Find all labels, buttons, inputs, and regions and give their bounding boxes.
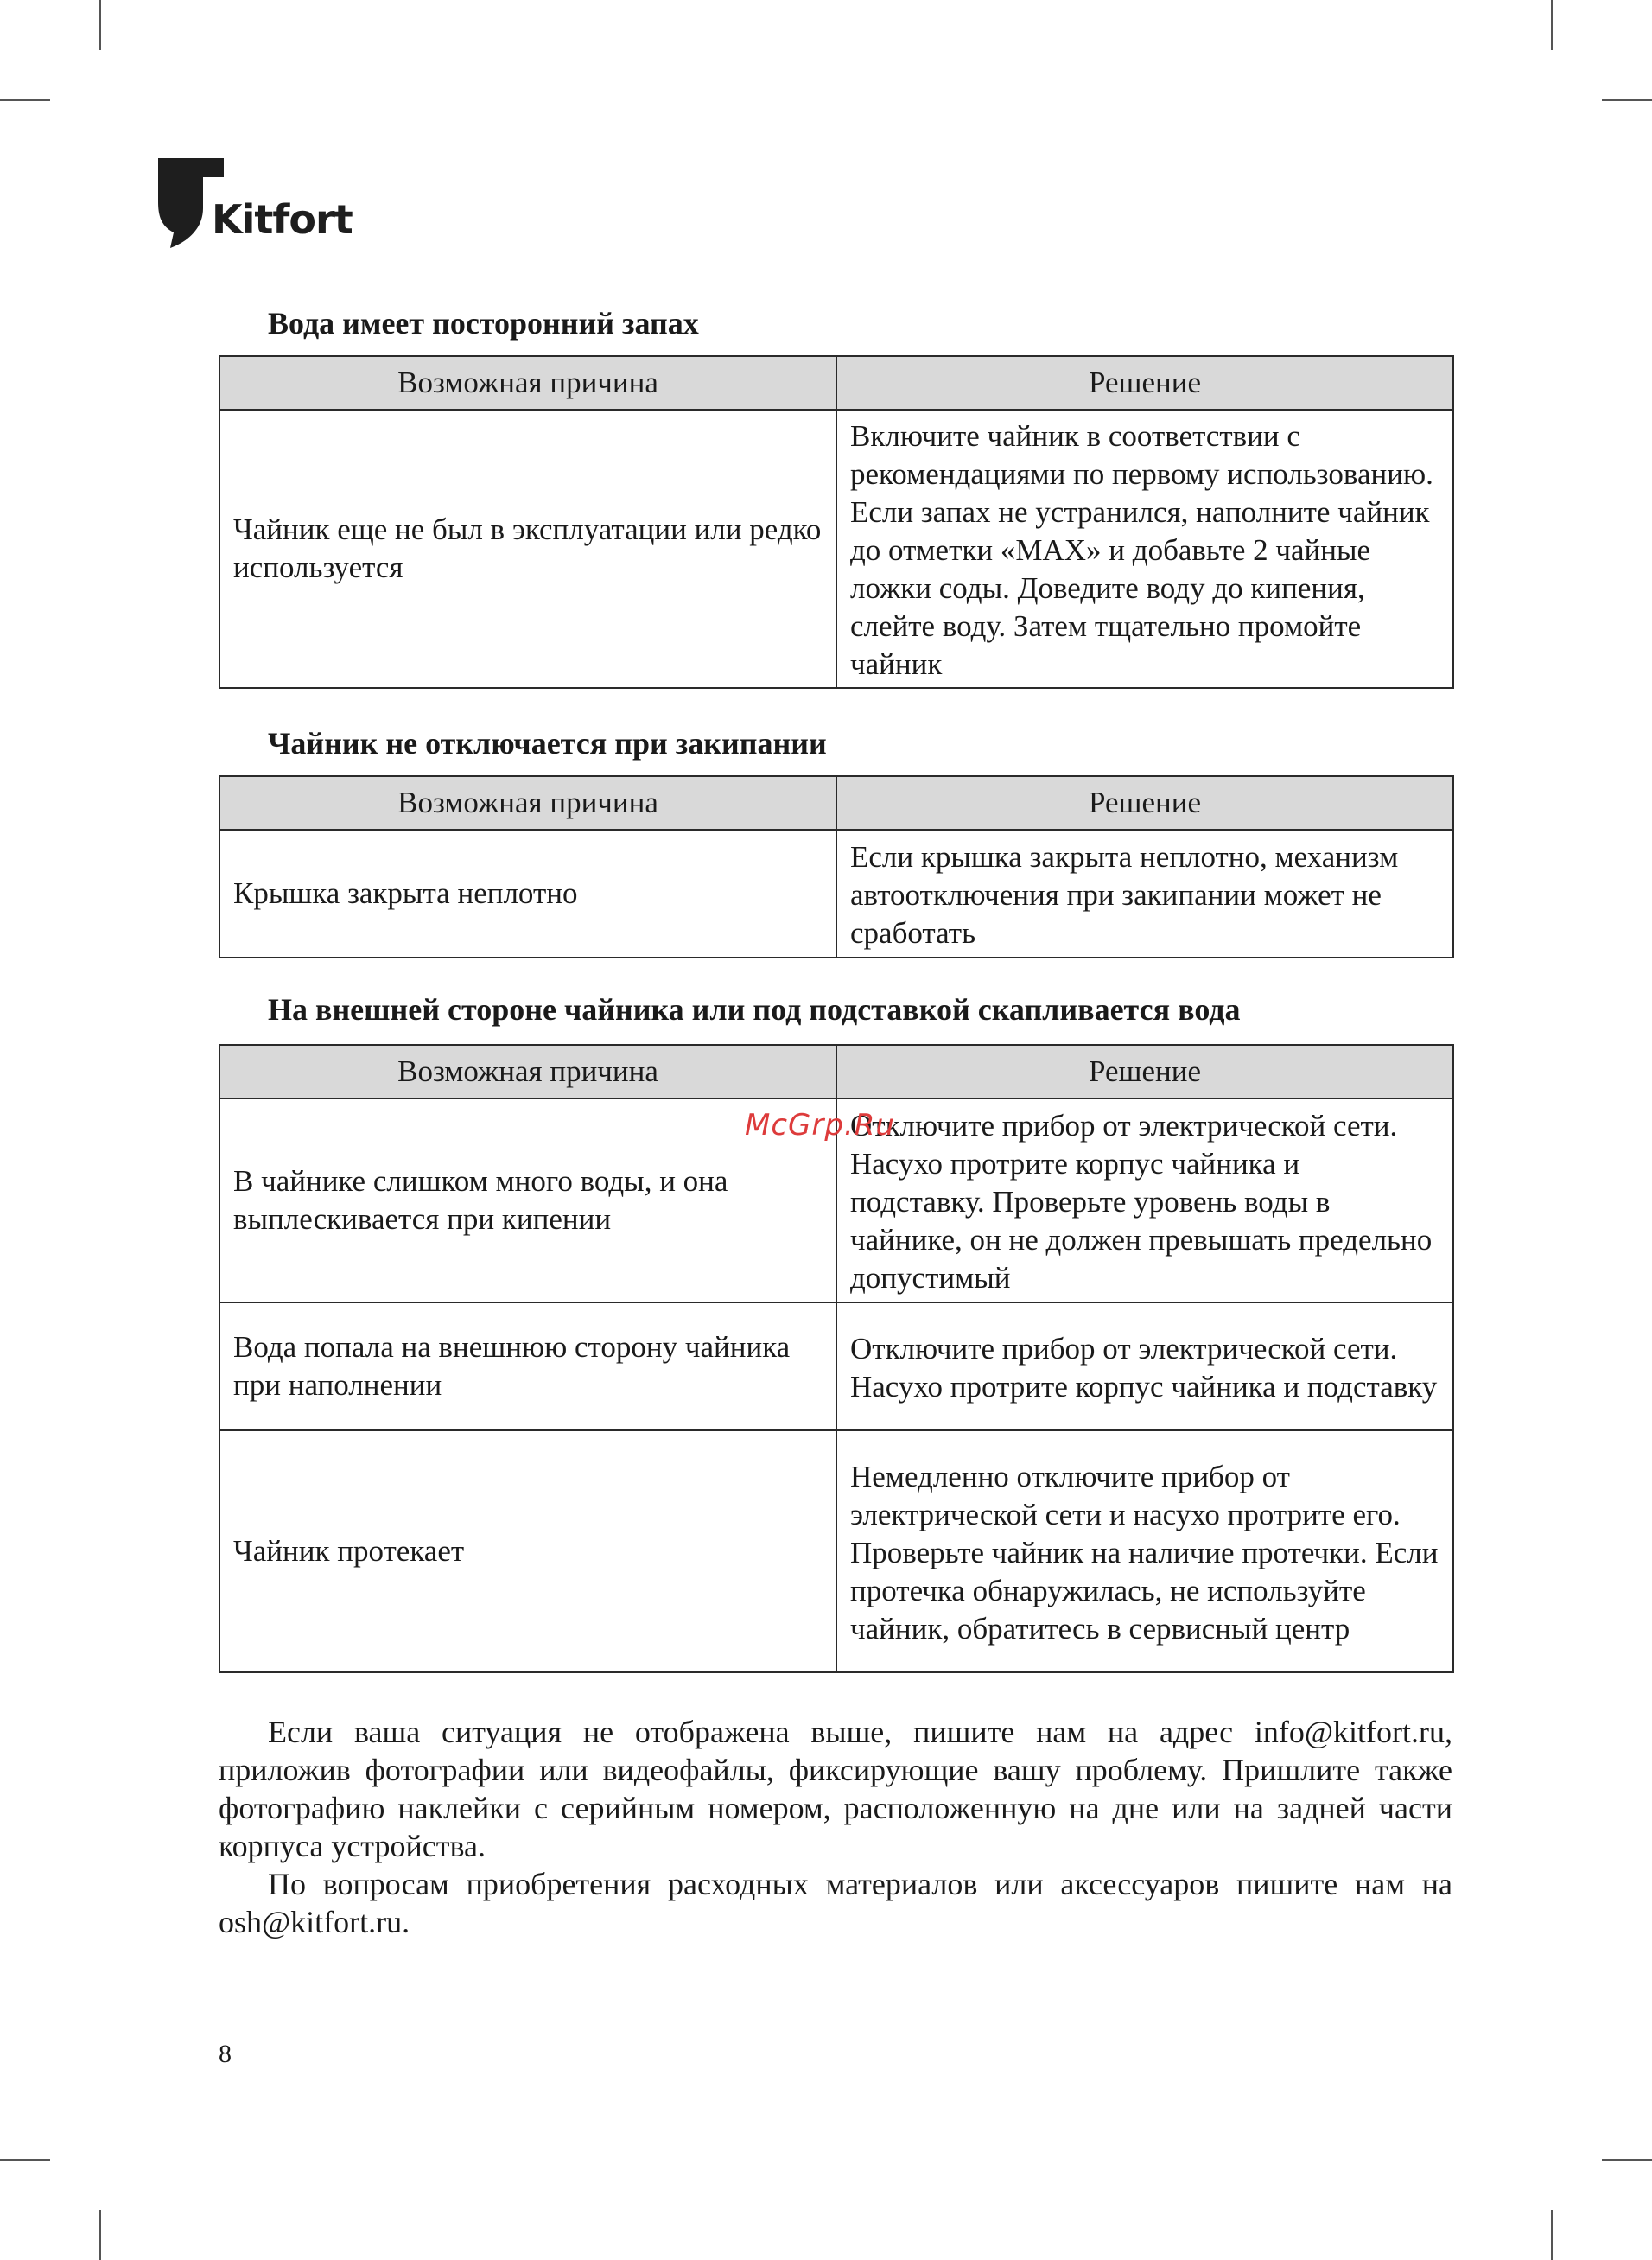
solution-cell: Включите чайник в соответствии с рекомендациями по первому использованию. Если запах не устранился, наполните чайник до отметки «MAX» и добавьте 2 чайные ложки соды. Доведите воду до кипения, слейте воду. Затем тщательно промойте чайник bbox=[836, 410, 1453, 688]
table-row bbox=[219, 410, 1453, 688]
page-number: 8 bbox=[219, 2040, 232, 2068]
column-header-solution: Решение bbox=[836, 356, 1453, 410]
solution-cell: Отключите прибор от электрической сети. Насухо протрите корпус чайника и подставку. Проверьте уровень воды в чайнике, он не должен превышать предельно допустимый bbox=[836, 1098, 1453, 1302]
cause-cell: Чайник протекает bbox=[219, 1430, 836, 1672]
crop-mark bbox=[1602, 99, 1652, 101]
watermark: McGrp.Ru bbox=[745, 1108, 895, 1143]
footer-text bbox=[219, 1713, 1452, 1941]
crop-mark bbox=[0, 2159, 50, 2161]
crop-mark bbox=[1602, 2159, 1652, 2161]
cause-cell: Чайник еще не был в эксплуатации или редко используется bbox=[219, 410, 836, 688]
column-header-solution: Решение bbox=[836, 776, 1453, 830]
troubleshooting-table bbox=[219, 775, 1454, 958]
crop-mark bbox=[0, 99, 50, 101]
accessories-paragraph: По вопросам приобретения расходных материалов или аксессуаров пишите нам на osh@kitfort.ru. bbox=[219, 1867, 1452, 1939]
table-header-row bbox=[219, 776, 1453, 830]
solution-cell: Немедленно отключите прибор от электрической сети и насухо протрите его. Проверьте чайник на наличие протечки. Если протечка обнаружилась, не используйте чайник, обратитесь в сервисный центр bbox=[836, 1430, 1453, 1672]
cause-cell: В чайнике слишком много воды, и она выплескивается при кипении bbox=[219, 1098, 836, 1302]
table-row bbox=[219, 830, 1453, 958]
section-title: Вода имеет посторонний запах bbox=[268, 306, 699, 341]
column-header-cause: Возможная причина bbox=[219, 776, 836, 830]
kitfort-logo bbox=[158, 158, 357, 253]
column-header-cause: Возможная причина bbox=[219, 1045, 836, 1098]
section-title: На внешней стороне чайника или под подставкой скапливается вода bbox=[268, 992, 1241, 1027]
table-header-row bbox=[219, 1045, 1453, 1098]
contact-paragraph: Если ваша ситуация не отображена выше, пишите нам на адрес info@kitfort.ru, приложив фотографии или видеофайлы, фиксирующие вашу проблему. Пришлите также фотографию наклейки с серийным номером, расположенную на дне или на задней части корпуса устройства. bbox=[219, 1715, 1452, 1863]
table-row bbox=[219, 1302, 1453, 1430]
solution-cell: Если крышка закрыта неплотно, механизм автоотключения при закипании может не сработать bbox=[836, 830, 1453, 958]
troubleshooting-table bbox=[219, 355, 1454, 689]
solution-cell: Отключите прибор от электрической сети. Насухо протрите корпус чайника и подставку bbox=[836, 1302, 1453, 1430]
crop-mark bbox=[1551, 2210, 1553, 2260]
cause-cell: Крышка закрыта неплотно bbox=[219, 830, 836, 958]
column-header-solution: Решение bbox=[836, 1045, 1453, 1098]
table-header-row bbox=[219, 356, 1453, 410]
column-header-cause: Возможная причина bbox=[219, 356, 836, 410]
table-row bbox=[219, 1430, 1453, 1672]
crop-mark bbox=[1551, 0, 1553, 50]
section-title: Чайник не отключается при закипании bbox=[268, 726, 827, 761]
cause-cell: Вода попала на внешнюю сторону чайника при наполнении bbox=[219, 1302, 836, 1430]
crop-mark bbox=[99, 0, 101, 50]
brand-name: Kitfort bbox=[212, 196, 353, 243]
crop-mark bbox=[99, 2210, 101, 2260]
